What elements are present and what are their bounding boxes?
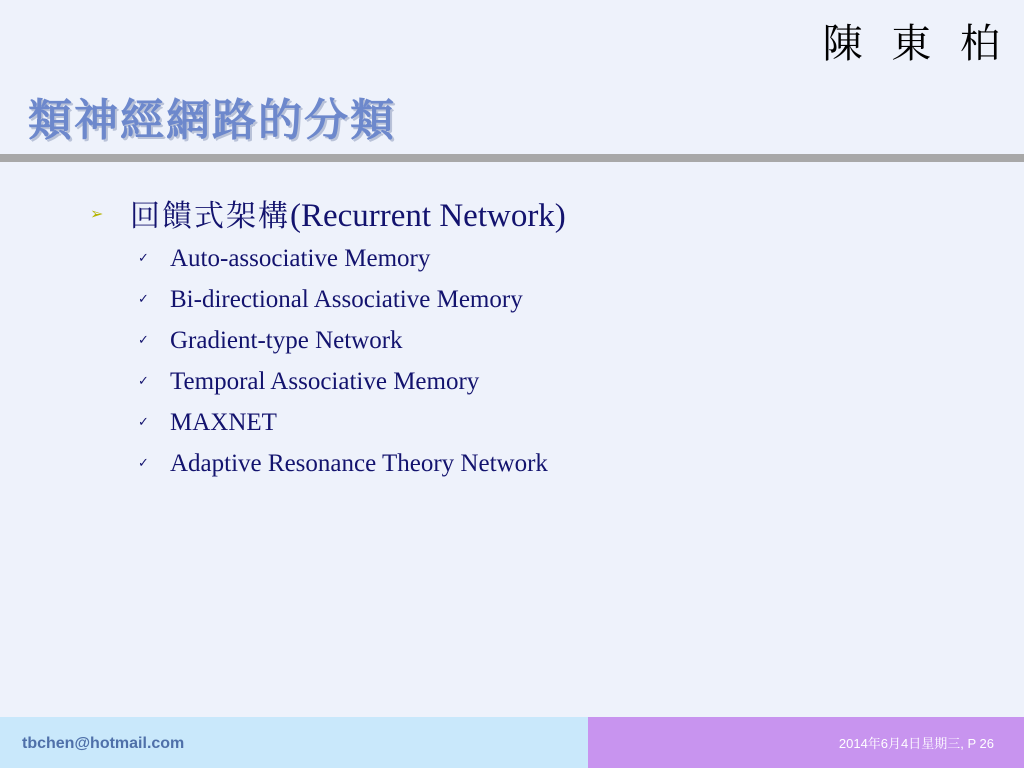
footer-right-bar — [588, 717, 1024, 768]
sub-bullet-item — [90, 361, 566, 402]
bullet-text-zh: 回饋式架構 — [130, 199, 290, 234]
slide-title: 類神經網路的分類 — [28, 95, 396, 146]
sub-bullet-list — [90, 238, 566, 484]
sub-bullet-text: Temporal Associative Memory — [170, 367, 480, 395]
checkmark-icon: ✓ — [138, 251, 149, 266]
sub-bullet-text: MAXNET — [170, 408, 277, 436]
slide-content — [90, 190, 566, 484]
footer-email: tbchen@hotmail.com — [22, 735, 185, 752]
checkmark-icon: ✓ — [138, 292, 149, 307]
sub-bullet-item — [90, 238, 566, 279]
author-name: 陳 東 柏 — [822, 21, 1008, 67]
footer-left-bar — [0, 717, 588, 768]
checkmark-icon: ✓ — [138, 456, 149, 471]
bullet-text-en: (Recurrent Network) — [290, 198, 566, 234]
sub-bullet-text: Adaptive Resonance Theory Network — [170, 449, 548, 477]
title-divider — [0, 154, 1024, 162]
sub-bullet-text: Gradient-type Network — [170, 326, 403, 354]
bullet-recurrent-network — [90, 190, 566, 236]
sub-bullet-item — [90, 402, 566, 443]
arrow-bullet-icon: ➢ — [90, 203, 104, 223]
sub-bullet-item — [90, 279, 566, 320]
checkmark-icon: ✓ — [138, 374, 149, 389]
checkmark-icon: ✓ — [138, 415, 149, 430]
sub-bullet-text: Bi-directional Associative Memory — [170, 285, 523, 313]
bullet-text — [130, 191, 566, 235]
checkmark-icon: ✓ — [138, 333, 149, 348]
footer-slide-info: 2014年6月4日星期三, P 26 — [838, 736, 994, 751]
sub-bullet-text: Auto-associative Memory — [170, 244, 431, 272]
sub-bullet-item — [90, 320, 566, 361]
sub-bullet-item — [90, 443, 566, 484]
